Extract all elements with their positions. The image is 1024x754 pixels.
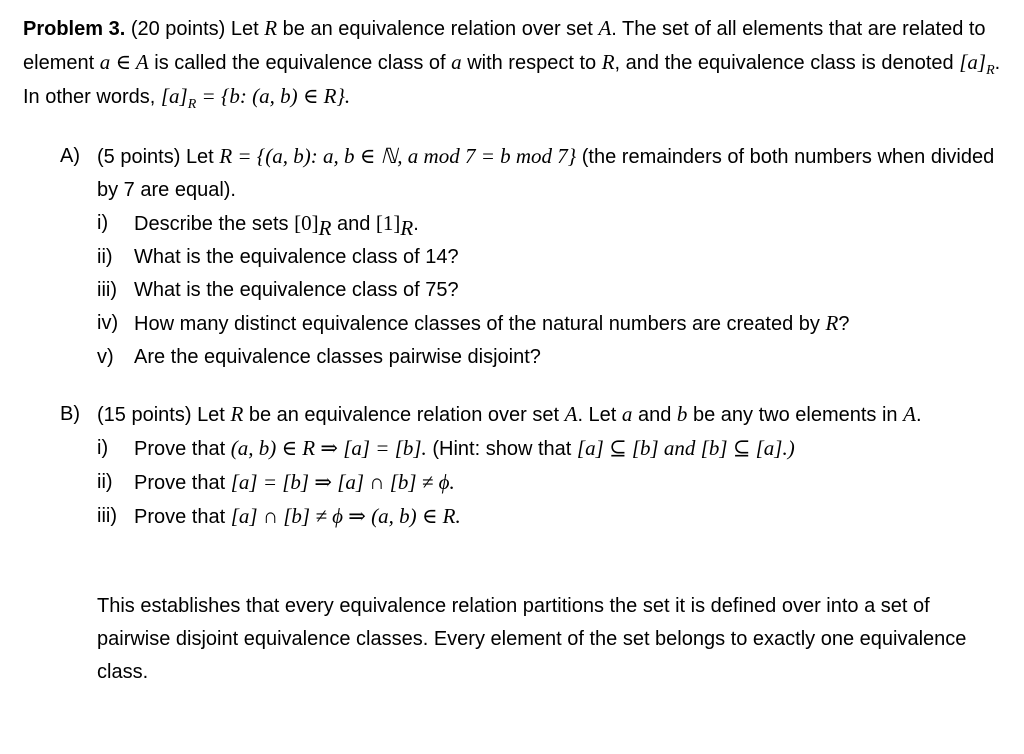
part-b-points: (15 points) — [97, 404, 192, 426]
intro-text: with respect to — [467, 52, 597, 74]
intro-text: be an equivalence relation over set — [282, 18, 593, 40]
item-text: (Hint: show that — [432, 438, 572, 460]
intro-text: Let — [230, 18, 259, 40]
item-number: iii) — [97, 505, 117, 527]
part-b-text: . — [915, 404, 922, 426]
math-hint: [a] ⊆ [b] and [b] ⊆ [a].) — [576, 436, 795, 460]
part-b-text: be any two elements in — [692, 404, 898, 426]
math-A: A — [564, 402, 578, 426]
part-a-items — [97, 207, 1000, 374]
part-a-text: Let — [185, 146, 214, 168]
intro-text: , and the equivalence class is denoted — [614, 52, 954, 74]
item-text: Prove that — [134, 438, 226, 460]
part-b-tag: B) — [60, 403, 80, 425]
list-item — [97, 466, 1000, 500]
part-a-points: (5 points) — [97, 146, 181, 168]
item-text: Prove that — [134, 506, 226, 528]
math-relation-formula: R = {(a, b): a, b ∈ ℕ, a mod 7 = b mod 7} — [219, 144, 577, 168]
part-b-prompt — [97, 398, 1000, 432]
math-class-definition: $[a]_R = \{b$: (a, b) ∈ R}. — [160, 84, 351, 113]
part-a-tag: A) — [60, 145, 80, 167]
list-item — [97, 241, 1000, 274]
list-item — [97, 307, 1000, 341]
math-implication: (a, b) ∈ R ⇒ [a] = [b]. — [230, 436, 427, 460]
math-a: a — [451, 50, 462, 74]
math-R: R — [601, 50, 615, 74]
intro-text: . In other words, — [23, 52, 1001, 108]
part-b-text: be an equivalence relation over set — [248, 404, 560, 426]
part-b-text: Let — [197, 404, 225, 426]
math-A: A — [903, 402, 916, 426]
problem-label: Problem 3. — [23, 18, 126, 40]
math-a-in-A: a ∈ A — [99, 50, 149, 74]
item-number: iv) — [97, 312, 119, 334]
math-implication: [a] ∩ [b] ≠ ϕ ⇒ (a, b) ∈ R. — [230, 504, 461, 528]
intro-text: . The set of all elements that are related to element — [23, 18, 986, 74]
list-item — [97, 341, 1000, 374]
item-text: . — [413, 213, 419, 235]
part-b-text: . Let — [577, 404, 617, 426]
math-R: R — [825, 311, 839, 335]
math-R: R — [264, 16, 278, 40]
part-b-text: and — [637, 404, 672, 426]
math-b: b — [676, 402, 688, 426]
math-implication: [a] = [b] ⇒ [a] ∩ [b] ≠ ϕ. — [230, 470, 455, 494]
item-text: How many distinct equivalence classes of the natural numbers are created by — [134, 313, 820, 335]
math-A: A — [598, 16, 612, 40]
item-number: v) — [97, 346, 114, 368]
list-item — [97, 500, 1000, 534]
math-class-0: $[0]_R$ — [294, 211, 332, 241]
item-number: i) — [97, 212, 109, 234]
problem-intro — [23, 12, 1003, 114]
math-R: R — [230, 402, 244, 426]
list-item — [97, 207, 1000, 241]
item-number: ii) — [97, 246, 113, 268]
closing-paragraph: This establishes that every equivalence relation partitions the set it is defined over into a set of pairwise disjoint equivalence classes. Every element of the set belongs to exactly one equivalence class. — [97, 595, 967, 683]
item-number: i) — [97, 437, 109, 459]
part-a — [60, 140, 1000, 374]
item-text: Describe the sets — [134, 213, 289, 235]
list-item — [97, 274, 1000, 307]
item-text: Prove that — [134, 472, 226, 494]
item-text: What is the equivalence class of 75? — [134, 279, 459, 301]
math-class-1: $[1]_R$ — [375, 211, 414, 241]
item-text: What is the equivalence class of 14? — [134, 246, 459, 268]
part-b-items — [97, 432, 1000, 534]
part-a-prompt — [97, 140, 1000, 207]
item-text: ? — [838, 313, 850, 335]
part-a-text: (the remainders of both numbers when divided by 7 are equal). — [97, 146, 995, 201]
item-number: iii) — [97, 279, 117, 301]
math-class-notation: $[a]_R$ — [959, 50, 995, 79]
part-b — [60, 398, 1000, 534]
math-a: a — [621, 402, 633, 426]
problem-points: (20 points) — [130, 18, 226, 40]
item-text: Are the equivalence classes pairwise disjoint? — [134, 346, 541, 368]
intro-text: is called the equivalence class of — [154, 52, 446, 74]
item-number: ii) — [97, 471, 113, 493]
list-item — [97, 432, 1000, 466]
item-text: and — [336, 213, 371, 235]
